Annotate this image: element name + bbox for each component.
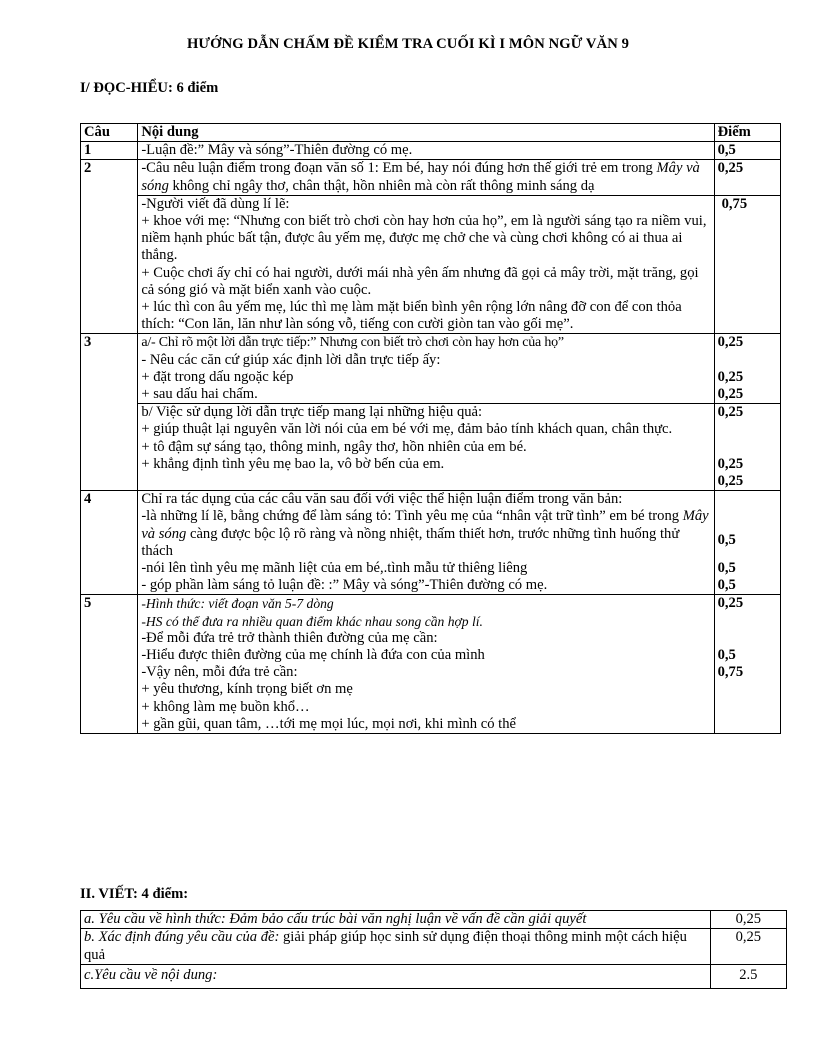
page-title: HƯỚNG DẪN CHẤM ĐỀ KIỂM TRA CUỐI KÌ I MÔN NGỮ VĂN 9: [186, 36, 629, 52]
score: 0,25: [717, 368, 744, 385]
text: càng được bộc lộ rõ ràng và nồng nhiệt, thấm thiết hơn, trước những tình huống thử thách: [141, 525, 680, 559]
question-number: 4: [81, 491, 138, 595]
score: [718, 352, 780, 369]
score: 0,75: [717, 664, 744, 681]
section-writing-heading: II. VIẾT: 4 điểm:: [80, 886, 189, 902]
score: 0,5: [717, 647, 736, 663]
question-number: 3: [81, 334, 138, 491]
answer-line: - góp phần làm sáng tỏ luận đề: :” Mây và sóng”-Thiên đường có mẹ.: [141, 577, 548, 594]
score: 0,75: [714, 195, 780, 334]
table-row-q2b: [81, 195, 781, 334]
answer-line: -Hình thức: viết đoạn văn 5-7 dòng: [141, 596, 334, 612]
score: 0,25: [717, 473, 744, 490]
header-cau: Câu: [81, 124, 138, 142]
table-row-q1: [81, 142, 781, 160]
score: [718, 630, 780, 647]
answer-line: -Để mỗi đứa trẻ trở thành thiên đường của mẹ cần:: [141, 629, 438, 646]
score: 0,25: [714, 160, 780, 195]
answer-line: + yêu thương, kính trọng biết ơn mẹ: [141, 681, 353, 698]
answer-line: Chỉ ra tác dụng của các câu văn sau đối với việc thể hiện luận điểm trong văn bản:: [141, 491, 623, 508]
answer-line: + tô đậm sự sáng tạo, thông minh, ngây thơ, hồn nhiên của em bé.: [141, 438, 527, 455]
answer-line: - Nêu các căn cứ giúp xác định lời dẫn trực tiếp ấy:: [141, 351, 441, 368]
question-number: 2: [81, 160, 138, 334]
answer-line: b/ Việc sử dụng lời dẫn trực tiếp mang lại những hiệu quả:: [141, 404, 483, 421]
score-column: [714, 491, 780, 595]
table-row-q5: [81, 595, 781, 734]
table-row-q3a: [81, 334, 781, 404]
answer-content: [138, 334, 714, 404]
score: 0,25: [717, 455, 744, 472]
score-column: [714, 334, 780, 404]
criterion-text: [81, 929, 711, 965]
answer-content: [138, 595, 714, 734]
italic-title: Mây và sóng: [141, 160, 700, 194]
answer-line: -Vậy nên, mỗi đứa trẻ cần:: [141, 664, 298, 681]
table-row-q3b: [81, 404, 781, 491]
score: 0,25: [710, 929, 786, 965]
score-column: [714, 404, 780, 491]
answer-line: [141, 508, 713, 560]
question-number: 1: [81, 142, 138, 160]
italic-title: Mây và sóng: [141, 508, 709, 542]
question-number: 5: [81, 595, 138, 734]
score: 2.5: [710, 965, 786, 988]
answer-content: [138, 195, 714, 334]
score: 0,25: [717, 404, 744, 421]
text: -là những lí lẽ, bằng chứng để làm sáng tỏ: Tình yêu mẹ của “nhân vật trữ tình” em bé trong: [141, 508, 683, 525]
text: giải pháp giúp học sinh sử dụng điện thoại thông minh một cách hiệu quả: [84, 929, 687, 963]
score: 0,25: [717, 595, 744, 612]
answer-content: [138, 160, 714, 195]
answer-line: + giúp thuật lại nguyên văn lời nói của em bé với mẹ, đảm bảo tính khách quan, chân thực.: [141, 421, 673, 438]
header-noidung: Nội dung: [138, 124, 714, 142]
score: 0,25: [717, 334, 744, 351]
score: 0,25: [710, 911, 786, 929]
answer-line: + lúc thì con âu yếm mẹ, lúc thì mẹ làm mặt biển bình yên rộng lớn nâng đỡ con để con thỏa thích: “Con lăn, lăn như làn sóng vỗ, tiếng con cười giòn tan vào gối mẹ”.: [141, 299, 682, 333]
score: [718, 613, 780, 630]
score-spacer: [718, 491, 780, 525]
score: 0,5: [717, 560, 736, 576]
section-reading-heading: I/ ĐỌC-HIỂU: 6 điểm: [80, 80, 219, 96]
table-header-row: [81, 124, 781, 142]
table-row-q4: [81, 491, 781, 595]
criterion-label: b. Xác định đúng yêu cầu của đề:: [84, 929, 280, 946]
table-row: [81, 929, 787, 965]
answer-line: a/- Chỉ rõ một lời dẫn trực tiếp:” Nhưng con biết trò chơi còn hay hơn của họ”: [141, 335, 564, 351]
table-row: [81, 965, 787, 988]
answer-line: + Cuộc chơi ấy chỉ có hai người, dưới mái nhà yên ấm nhưng đã gọi cả mây trời, mặt trăng, gọi cả sóng gió và mặt biển xanh vào cuộc.: [141, 264, 699, 298]
answer-content: [138, 491, 714, 595]
answer-line: + khẳng định tình yêu mẹ bao la, vô bờ bến của em.: [141, 455, 445, 472]
criterion-text: c.Yêu cầu về nội dung:: [81, 965, 711, 988]
score-column: [714, 595, 780, 734]
score: 0,5: [717, 531, 736, 548]
writing-rubric-table: [80, 910, 787, 989]
text: không chỉ ngây thơ, chân thật, hồn nhiên mà còn rất thông minh sáng dạ: [168, 177, 595, 194]
table-row-q2a: [81, 160, 781, 195]
score: 0,5: [714, 142, 780, 160]
answer-content: [138, 404, 714, 491]
answer-line: -Người viết đã dùng lí lẽ:: [141, 195, 290, 212]
answer-line: -HS có thể đưa ra nhiều quan điểm khác nhau song cần hợp lí.: [141, 613, 483, 629]
answer-line: + sau dấu hai chấm.: [141, 386, 258, 403]
answer-line: + không làm mẹ buồn khổ…: [141, 698, 310, 715]
reading-rubric-table: [80, 123, 781, 734]
answer-line: + khoe với mẹ: “Nhưng con biết trò chơi còn hay hơn của họ”, em là người sáng tạo ra niềm vui, niềm hạnh phúc bất tận, được âu yếm mẹ, được mẹ chở che và cùng chơi không có ai thua ai thắng.: [141, 213, 707, 264]
score: 0,5: [717, 577, 736, 594]
answer-content: -Luận đề:” Mây và sóng”-Thiên đường có mẹ.: [138, 142, 714, 160]
criterion-text: a. Yêu cầu về hình thức: Đảm bảo cấu trúc bài văn nghị luận về vấn đề cần giải quyết: [81, 911, 711, 929]
answer-line: -nói lên tình yêu mẹ mãnh liệt của em bé,.tình mẫu tử thiêng liêng: [141, 560, 528, 577]
answer-line: + đặt trong dấu ngoặc kép: [141, 368, 294, 385]
score: 0,25: [717, 386, 744, 402]
answer-line: -Hiểu được thiên đường của mẹ chính là đứa con của mình: [141, 647, 485, 664]
table-row: [81, 911, 787, 929]
header-diem: Điểm: [714, 124, 780, 142]
answer-line: + gần gũi, quan tâm, …tới mẹ mọi lúc, mọi nơi, khi mình có thể: [141, 715, 516, 732]
text: -Câu nêu luận điểm trong đoạn văn số 1: Em bé, hay nói đúng hơn thế giới trẻ em trong: [141, 160, 657, 177]
